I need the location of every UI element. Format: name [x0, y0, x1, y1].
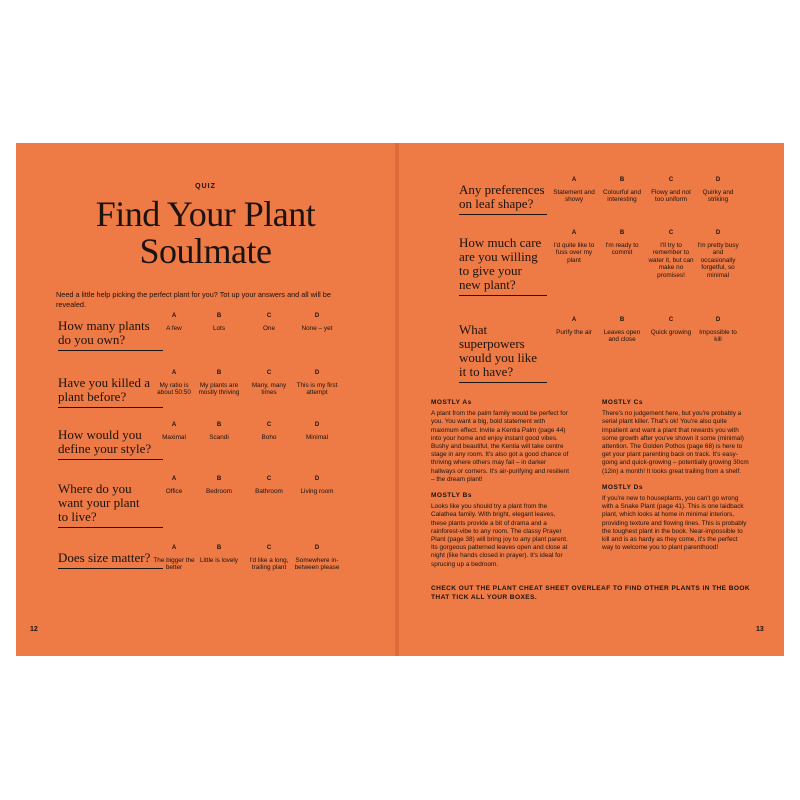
title-line-1: Find Your Plant	[95, 194, 316, 234]
option-letter: A	[571, 230, 577, 236]
answer-option	[196, 370, 242, 397]
question-line: on leaf shape?	[459, 196, 534, 211]
question-rule	[58, 527, 163, 528]
intro-text: Need a little help picking the perfect plant for you? Tot up your answers and all will be revealed.	[56, 290, 331, 309]
answers-column-left	[431, 399, 571, 577]
option-label: I'd like a long, trailing plant	[249, 556, 289, 571]
option-letter: D	[715, 177, 721, 183]
answer-option	[294, 545, 340, 572]
answer-option	[151, 476, 197, 495]
question-rule	[459, 382, 547, 383]
answer-option	[599, 177, 645, 204]
question-line: new plant?	[459, 277, 516, 292]
option-letter: B	[216, 476, 222, 482]
option-letter: D	[314, 545, 320, 551]
answer-option	[196, 476, 242, 495]
answer-option	[246, 545, 292, 572]
left-question-1	[58, 319, 163, 351]
answer-option	[151, 422, 197, 441]
answer-a-heading: MOSTLY As	[431, 399, 472, 406]
answer-option	[551, 230, 597, 264]
answer-option	[246, 422, 292, 441]
option-label: A few	[166, 324, 182, 332]
question-line: How would you	[58, 427, 142, 442]
answer-option	[695, 177, 741, 204]
question-rule	[459, 295, 547, 296]
answer-option	[151, 370, 197, 397]
answer-option	[648, 317, 694, 336]
option-label: Bedroom	[206, 487, 232, 495]
option-letter: D	[715, 230, 721, 236]
right-question-2	[459, 236, 547, 296]
answer-option	[196, 545, 242, 564]
left-page	[16, 143, 395, 656]
question-line: to give your	[459, 263, 522, 278]
option-label: None – yet	[301, 324, 333, 332]
option-label: Minimal	[305, 433, 328, 441]
answer-option	[246, 313, 292, 332]
option-letter: D	[314, 422, 320, 428]
option-label: Lots	[212, 324, 226, 332]
option-letter: B	[216, 545, 222, 551]
option-letter: C	[266, 545, 272, 551]
option-label: I'm pretty busy and occasionally forgetful, so minimal	[697, 241, 739, 279]
title-line-2: Soulmate	[139, 231, 272, 271]
question-line: How many plants	[58, 318, 150, 333]
question-rule	[459, 214, 547, 215]
answer-option	[246, 370, 292, 397]
answer-option	[196, 313, 242, 332]
option-label: Impossible to kill	[699, 328, 737, 343]
page-title	[16, 196, 395, 270]
option-letter: C	[668, 230, 674, 236]
option-label: Flowy and not too uniform	[651, 188, 691, 203]
question-line: it to have?	[459, 364, 514, 379]
option-label: I'll try to remember to water it, but can make no promises!	[648, 241, 694, 279]
right-page	[399, 143, 784, 656]
option-label: The bigger the better	[153, 556, 195, 571]
option-label: Bathroom	[255, 487, 283, 495]
answers-column-right	[602, 399, 750, 560]
option-letter: B	[619, 317, 625, 323]
answer-c-heading: MOSTLY Cs	[602, 399, 643, 406]
quiz-kicker: QUIZ	[195, 183, 216, 190]
question-line: How much care	[459, 235, 542, 250]
answer-d-heading: MOSTLY Ds	[602, 483, 643, 491]
option-letter: A	[171, 370, 177, 376]
option-label: Somewhere in-between please	[294, 556, 340, 571]
page-number-left: 12	[30, 626, 38, 633]
page-number-right: 13	[756, 626, 764, 633]
option-letter: C	[668, 317, 674, 323]
answer-option	[695, 230, 741, 279]
option-letter: C	[266, 476, 272, 482]
question-rule	[58, 350, 163, 351]
option-letter: B	[216, 313, 222, 319]
answer-option	[648, 177, 694, 204]
question-line: are you willing	[459, 249, 538, 264]
answer-option	[294, 476, 340, 495]
option-letter: B	[619, 230, 625, 236]
answer-option	[551, 177, 597, 204]
answer-option	[151, 313, 197, 332]
option-letter: B	[216, 370, 222, 376]
question-line: Does size matter?	[58, 550, 151, 565]
option-label: I'd quite like to fuss over my plant	[553, 241, 595, 264]
option-label: This is my first attempt	[296, 381, 338, 396]
option-label: Purify the air	[556, 328, 592, 336]
option-letter: C	[668, 177, 674, 183]
answer-option	[196, 422, 242, 441]
option-label: Many, many times	[251, 381, 287, 396]
option-label: One	[262, 324, 276, 332]
option-label: Boho	[261, 433, 277, 441]
left-question-5	[58, 551, 163, 569]
question-line: plant before?	[58, 389, 127, 404]
answer-c-text: There's no judgement here, but you're probably a serial plant killer. That's ok! You're also quite impatient and want a plant that rewards you with some growth after you've shown it some (minimal) attention. The Golden Pothos (page 68) is here to get your plant parenting back on track. It's easy-going and quick-growing – potentially growing 30cm (12in) a month! It looks great trailing from a shelf.	[602, 410, 749, 475]
option-letter: B	[216, 422, 222, 428]
question-line: Where do you	[58, 481, 132, 496]
left-question-2	[58, 376, 163, 408]
left-question-4	[58, 482, 163, 528]
option-label: My plants are mostly thriving	[198, 381, 240, 396]
left-question-3	[58, 428, 163, 460]
option-label: Quirky and striking	[702, 188, 734, 203]
cheat-sheet-callout: CHECK OUT THE PLANT CHEAT SHEET OVERLEAF TO FIND OTHER PLANTS IN THE BOOK THAT TICK ALL YOUR BOXES.	[431, 585, 751, 601]
answer-option	[599, 230, 645, 257]
answer-option	[599, 317, 645, 344]
option-label: Leaves open and close	[603, 328, 641, 343]
question-line: superpowers	[459, 336, 525, 351]
option-label: Statement and showy	[553, 188, 595, 203]
answer-b-heading: MOSTLY Bs	[431, 492, 472, 500]
option-letter: C	[266, 313, 272, 319]
option-label: Living room	[300, 487, 334, 495]
right-question-3	[459, 323, 547, 383]
answer-option	[294, 370, 340, 397]
option-letter: A	[171, 313, 177, 319]
question-line: do you own?	[58, 332, 126, 347]
answer-option	[294, 313, 340, 332]
option-letter: C	[266, 422, 272, 428]
option-letter: D	[314, 370, 320, 376]
option-label: Quick growing	[650, 328, 692, 336]
question-line: Have you killed a	[58, 375, 151, 390]
question-line: want your plant	[58, 495, 140, 510]
option-label: I'm ready to commit	[605, 241, 639, 256]
question-rule	[58, 459, 163, 460]
answer-d-text: If you're new to houseplants, you can't go wrong with a Snake Plant (page 41). This is one laidback plant, which looks at home in minimal interiors, providing texture and flowing lines. This is probably the toughest plant in the book. Near-impossible to kill and is as hardy as they come, it's the perfect way to welcome you to plant parenthood!	[602, 495, 747, 552]
answer-option	[648, 230, 694, 279]
option-letter: D	[715, 317, 721, 323]
answer-option	[294, 422, 340, 441]
question-line: to live?	[58, 509, 97, 524]
question-line: define your style?	[58, 441, 152, 456]
option-label: Maximal	[162, 433, 186, 441]
option-letter: A	[171, 476, 177, 482]
answer-a-text: A plant from the palm family would be perfect for you. You want a big, bold statement with maximum effect. Invite a Kentia Palm (page 44) into your home and enjoy instant good vibes. Bushy and beautiful, the Kentia will take centre stage in any room. It's also got a good chance of thriving where others may fail – in darker hallways or corners. It's air-purifying and resilient – the dream plant!	[431, 410, 569, 483]
option-letter: B	[619, 177, 625, 183]
option-letter: D	[314, 313, 320, 319]
question-rule	[58, 407, 163, 408]
option-label: Scandi	[209, 433, 229, 441]
answer-option	[551, 317, 597, 336]
answer-option	[695, 317, 741, 344]
option-letter: A	[171, 422, 177, 428]
question-rule	[58, 568, 163, 569]
option-letter: A	[571, 317, 577, 323]
answer-b-text: Looks like you should try a plant from the Calathea family. With bright, elegant leaves, these plants provide a bit of drama and a rainforest-vibe to any room. The classy Prayer Plant (page 38) will bring joy to any plant parent. Its gorgeous patterned leaves open and close at night (like hands closed in prayer). It's ideal for sprucing up a bedroom.	[431, 503, 568, 568]
option-letter: A	[171, 545, 177, 551]
option-letter: D	[314, 476, 320, 482]
option-label: Little is lovely	[199, 556, 238, 564]
question-line: Any preferences	[459, 182, 545, 197]
right-question-1	[459, 183, 547, 215]
option-label: Office	[165, 487, 183, 495]
answer-option	[246, 476, 292, 495]
option-letter: C	[266, 370, 272, 376]
question-line: What	[459, 322, 488, 337]
question-line: would you like	[459, 350, 537, 365]
option-label: Colourful and interesting	[602, 188, 641, 203]
option-label: My ratio is about 50:50	[157, 381, 191, 396]
answer-option	[151, 545, 197, 572]
option-letter: A	[571, 177, 577, 183]
